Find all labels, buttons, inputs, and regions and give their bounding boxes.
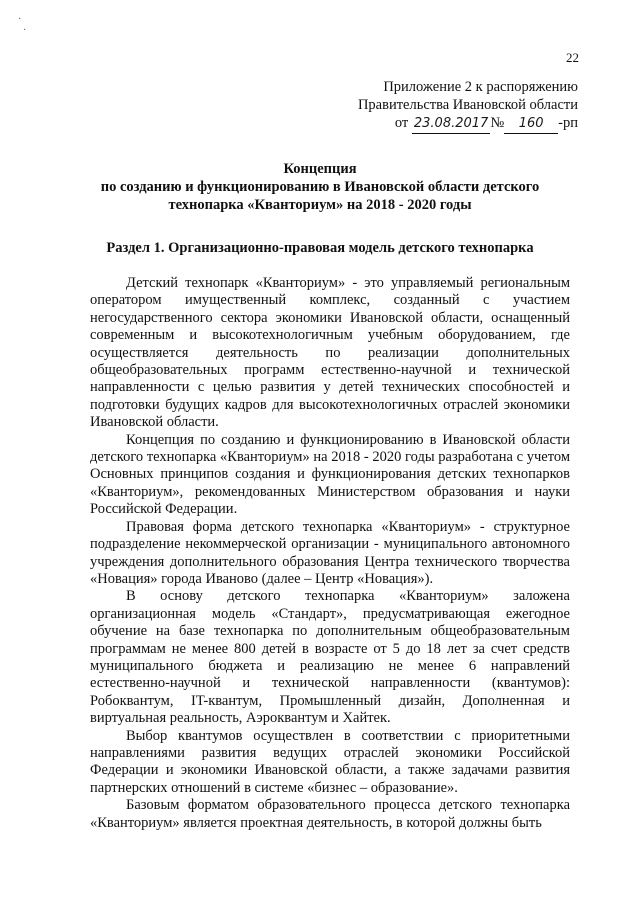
scan-marks: · · — [18, 14, 27, 36]
title-line-1: Концепция — [283, 161, 357, 177]
page-number: 22 — [566, 50, 579, 65]
paragraph: Базовым форматом образовательного процесса детского технопарка «Кванториум» является проектная деятельность, в которой должны быть — [90, 797, 570, 831]
title-line-3: технопарка «Кванториум» на 2018 - 2020 годы — [168, 197, 472, 213]
number-label: № — [490, 115, 505, 131]
paragraph: В основу детского технопарка «Кванториум» заложена организационная модель «Стандарт», предусматривающая ежегодное обучение на базе технопарка по дополнительным общеобразовательным программам не менее 800 детей в возрасте от 5 до 18 лет за счет средств муниципального бюджета и реализацию не менее 6 направлений естественно-научной и технической направленности (квантумов): Робоквантум, IT-квантум, Промышленный дизайн, Дополненная и виртуальная реальность, Аэроквантум и Хайтек. — [90, 588, 570, 727]
attachment-line-2: Правительства Ивановской области — [357, 97, 578, 113]
section-heading: Раздел 1. Организационно-правовая модель детского технопарка — [106, 240, 534, 256]
paragraph: Детский технопарк «Кванториум» - это управляемый региональным оператором имущественный комплекс, созданный с участием негосударственного сектора экономики Ивановской области, оснащенный современным и высокотехнологичным учебным оборудованием, где осуществляется деятельность по реализации дополнительных общеобразовательных программ естественно-научной и технической направленности с целью развития у детей технических способностей и подготовки будущих кадров для высокотехнологичных отраслей экономики Ивановской области. — [90, 275, 570, 431]
paragraph: Выбор квантумов осуществлен в соответствии с приоритетными направлениями развития ведущих отраслей экономики Российской Федерации и экономики Ивановской области, а также задачами развития партнерских отношений в системе «бизнес – образование». — [90, 727, 570, 796]
title-line-2: по созданию и функционированию в Ивановской области детского — [100, 179, 540, 195]
attachment-line-3 — [248, 114, 578, 134]
body-text — [90, 275, 570, 832]
attachment-block — [248, 78, 578, 134]
document-title — [70, 160, 570, 214]
paragraph: Концепция по созданию и функционированию в Ивановской области детского технопарка «Кванториум» на 2018 - 2020 годы разработана с учетом Основных принципов создания и функционирования детских технопарков «Кванториум», рекомендованных Министерством образования и науки Российской Федерации. — [90, 431, 570, 518]
handwritten-number: 160 — [504, 115, 558, 134]
suffix: -рп — [558, 115, 578, 131]
attachment-line-1: Приложение 2 к распоряжению — [383, 79, 578, 95]
handwritten-date: 23.08.2017 — [412, 115, 490, 134]
paragraph: Правовая форма детского технопарка «Кванториум» - структурное подразделение некоммерческой организации - муниципального автономного учреждения дополнительного образования Центра технического творчества «Новация» города Иваново (далее – Центр «Новация»). — [90, 518, 570, 587]
from-label: от — [394, 115, 409, 131]
